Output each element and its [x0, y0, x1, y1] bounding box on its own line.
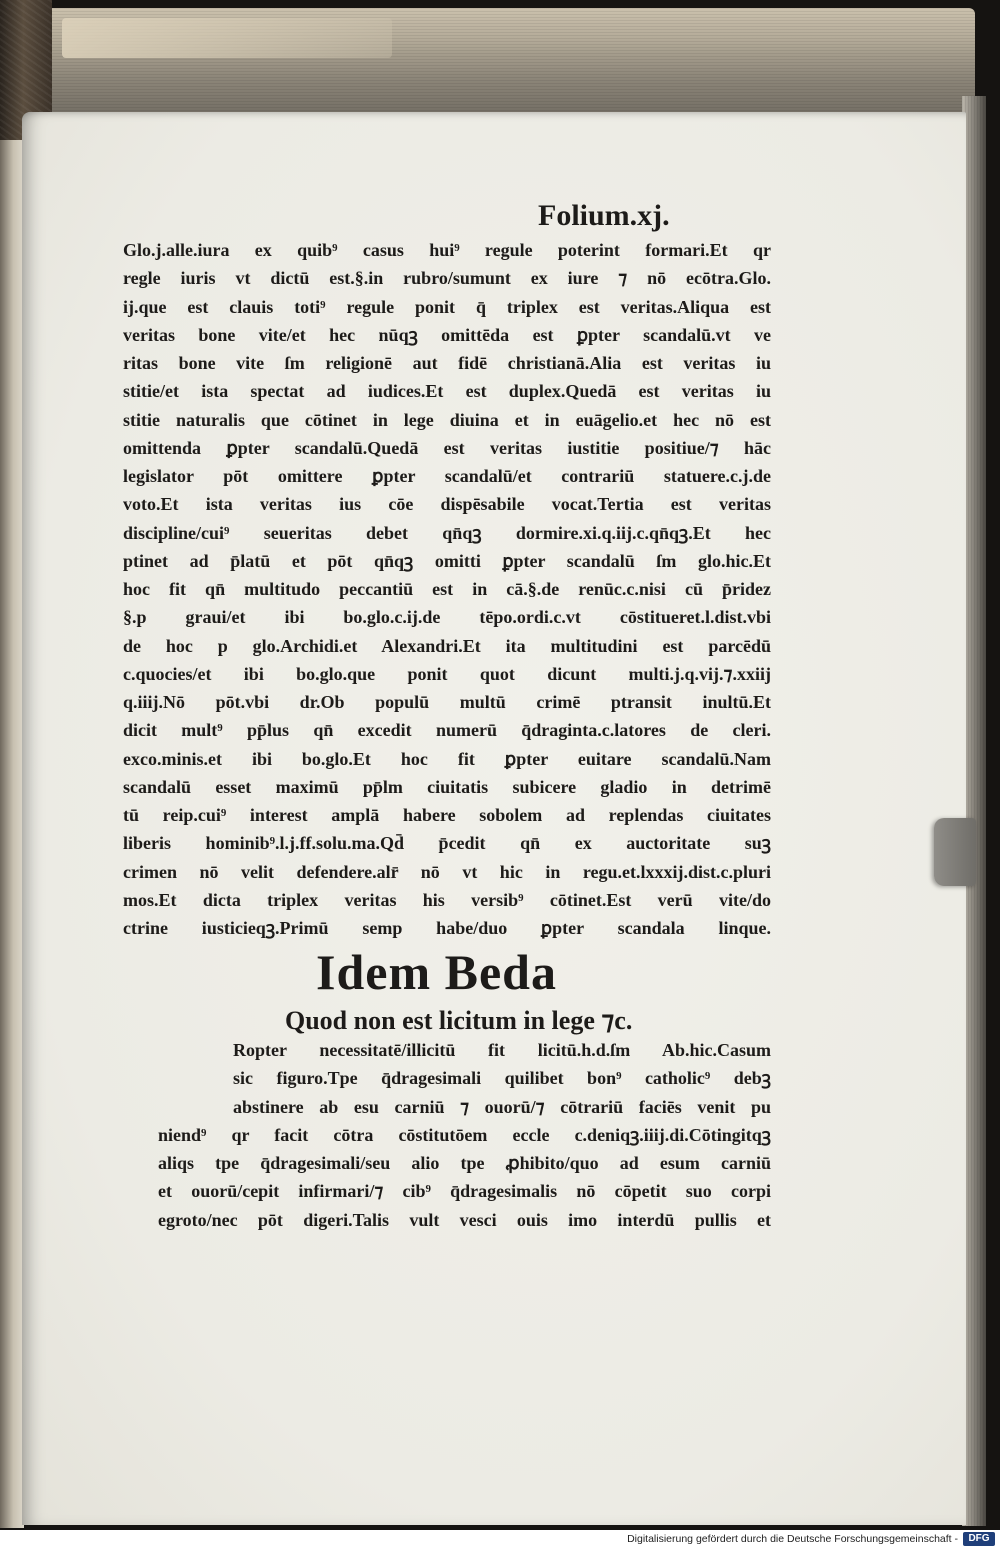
footer-credit: Digitalisierung gefördert durch die Deutsche Forschungsgemeinschaft -	[627, 1533, 958, 1545]
commentary-line: hoc fit qn̄ multitudo peccantiū est in cā.§.de renūc.c.nisi cū p̄ridez	[123, 579, 771, 599]
paragraph-block	[158, 1121, 771, 1234]
paragraph-block-indented	[233, 1036, 771, 1121]
bookmark-clip	[934, 818, 976, 886]
commentary-line: tū reip.cui⁹ interest amplā habere sobolem ad replendas ciuitates	[123, 805, 771, 825]
commentary-line: de hoc p glo.Archidi.et Alexandri.Et ita multitudini est parcēdū	[123, 635, 771, 656]
commentary-line: dicit mult⁹ pp̄lus qn̄ excedit numerū q̄draginta.c.latores de cleri.	[123, 720, 771, 741]
commentary-line: ctrine iusticieqꝫ.Primū semp habe/duo ꝑpter scandala linque.	[123, 918, 771, 938]
paragraph-line: niend⁹ qr facit cōtra cōstitutōem eccle c.deniqꝫ.iiij.di.Cōtingitqꝫ	[158, 1124, 771, 1145]
worn-edge-patch	[62, 18, 392, 58]
commentary-line: ritas bone vite ſm religionē aut fidē christianā.Alia est veritas iu	[123, 353, 771, 373]
commentary-line: crimen nō velit defendere.alr̄ nō vt hic in regu.et.lxxxij.dist.c.pluri	[123, 861, 771, 882]
commentary-line: voto.Et ista veritas ius cōe dispēsabile vocat.Tertia est veritas	[123, 494, 771, 515]
commentary-line: ptinet ad p̄latū et pōt qn̄qꝫ omitti ꝑpter scandalū ſm glo.hic.Et	[123, 550, 771, 571]
paragraph-line: et ouorū/cepit infirmari/⁊ cib⁹ q̄dragesimalis nō cōpetit suo corpi	[158, 1181, 771, 1202]
commentary-line: discipline/cui⁹ seueritas debet qn̄qꝫ dormire.xi.q.iij.c.qn̄qꝫ.Et hec	[123, 522, 771, 543]
commentary-line: stitie naturalis que cōtinet in lege diuina et in euāgelio.et hec nō est	[123, 409, 771, 430]
commentary-line: omittenda ꝑpter scandalū.Quedā est veritas iustitie positiue/⁊ hāc	[123, 437, 771, 458]
rubric-line: Quod non est licitum in lege ⁊c.	[285, 1006, 633, 1035]
left-page-edge	[0, 140, 24, 1528]
section-heading: Idem Beda	[316, 944, 557, 1000]
commentary-line: Glo.j.alle.iura ex quib⁹ casus hui⁹ regule poterint formari.Et qr	[123, 240, 771, 260]
commentary-block	[123, 236, 771, 942]
commentary-line: mos.Et dicta triplex veritas his versib⁹ cōtinet.Est verū vite/do	[123, 889, 771, 910]
commentary-line: legislator pōt omittere ꝑpter scandalū/et contrariū statuere.c.j.de	[123, 466, 771, 486]
commentary-line: scandalū esset maximū pp̄lm ciuitatis subicere gladio in detrimē	[123, 776, 771, 797]
commentary-line: liberis hominib⁹.l.j.ff.solu.ma.Qd̄ p̄cedit qn̄ ex auctoritate suꝫ	[123, 833, 771, 854]
folio-number: Folium.xj.	[538, 199, 670, 232]
commentary-line: stitie/et ista spectat ad iudices.Et est duplex.Quedā est veritas iu	[123, 381, 771, 402]
commentary-line: ij.que est clauis toti⁹ regule ponit q̄ triplex est veritas.Aliqua est	[123, 296, 771, 317]
paragraph-line: aliqs tpe q̄dragesimali/seu alio tpe ꝓhibito/quo ad esum carniū	[158, 1153, 771, 1174]
paragraph-line: egroto/nec pōt digeri.Talis vult vesci ouis imo interdū pullis et	[158, 1209, 771, 1230]
paragraph-line: Ropter necessitatē/illicitū fit licitū.h.d.ſm Ab.hic.Casum	[233, 1040, 771, 1060]
dfg-logo: DFG	[963, 1532, 995, 1546]
paragraph-line: abstinere ab esu carniū ⁊ ouorū/⁊ cōtrariū faciēs venit pu	[233, 1096, 771, 1117]
commentary-line: §.p graui/et ibi bo.glo.c.ij.de tēpo.ordi.c.vt cōstitueret.l.dist.vbi	[123, 607, 771, 628]
footer-bar	[0, 1530, 1000, 1549]
paragraph-line: sic figuro.Tpe q̄dragesimali quilibet bon⁹ catholic⁹ debꝫ	[233, 1068, 771, 1089]
commentary-line: exco.minis.et ibi bo.glo.Et hoc fit ꝑpter euitare scandalū.Nam	[123, 748, 771, 769]
commentary-line: q.iiij.Nō pōt.vbi dr.Ob populū multū crimē ptransit inultū.Et	[123, 692, 771, 712]
commentary-line: regle iuris vt dictū est.§.in rubro/sumunt ex iure ⁊ nō ecōtra.Glo.	[123, 268, 771, 289]
commentary-line: veritas bone vite/et hec nūqꝫ omittēda est ꝑpter scandalū.vt ve	[123, 324, 771, 345]
commentary-line: c.quocies/et ibi bo.glo.que ponit quot dicunt multi.j.q.vij.⁊.xxiij	[123, 663, 771, 684]
